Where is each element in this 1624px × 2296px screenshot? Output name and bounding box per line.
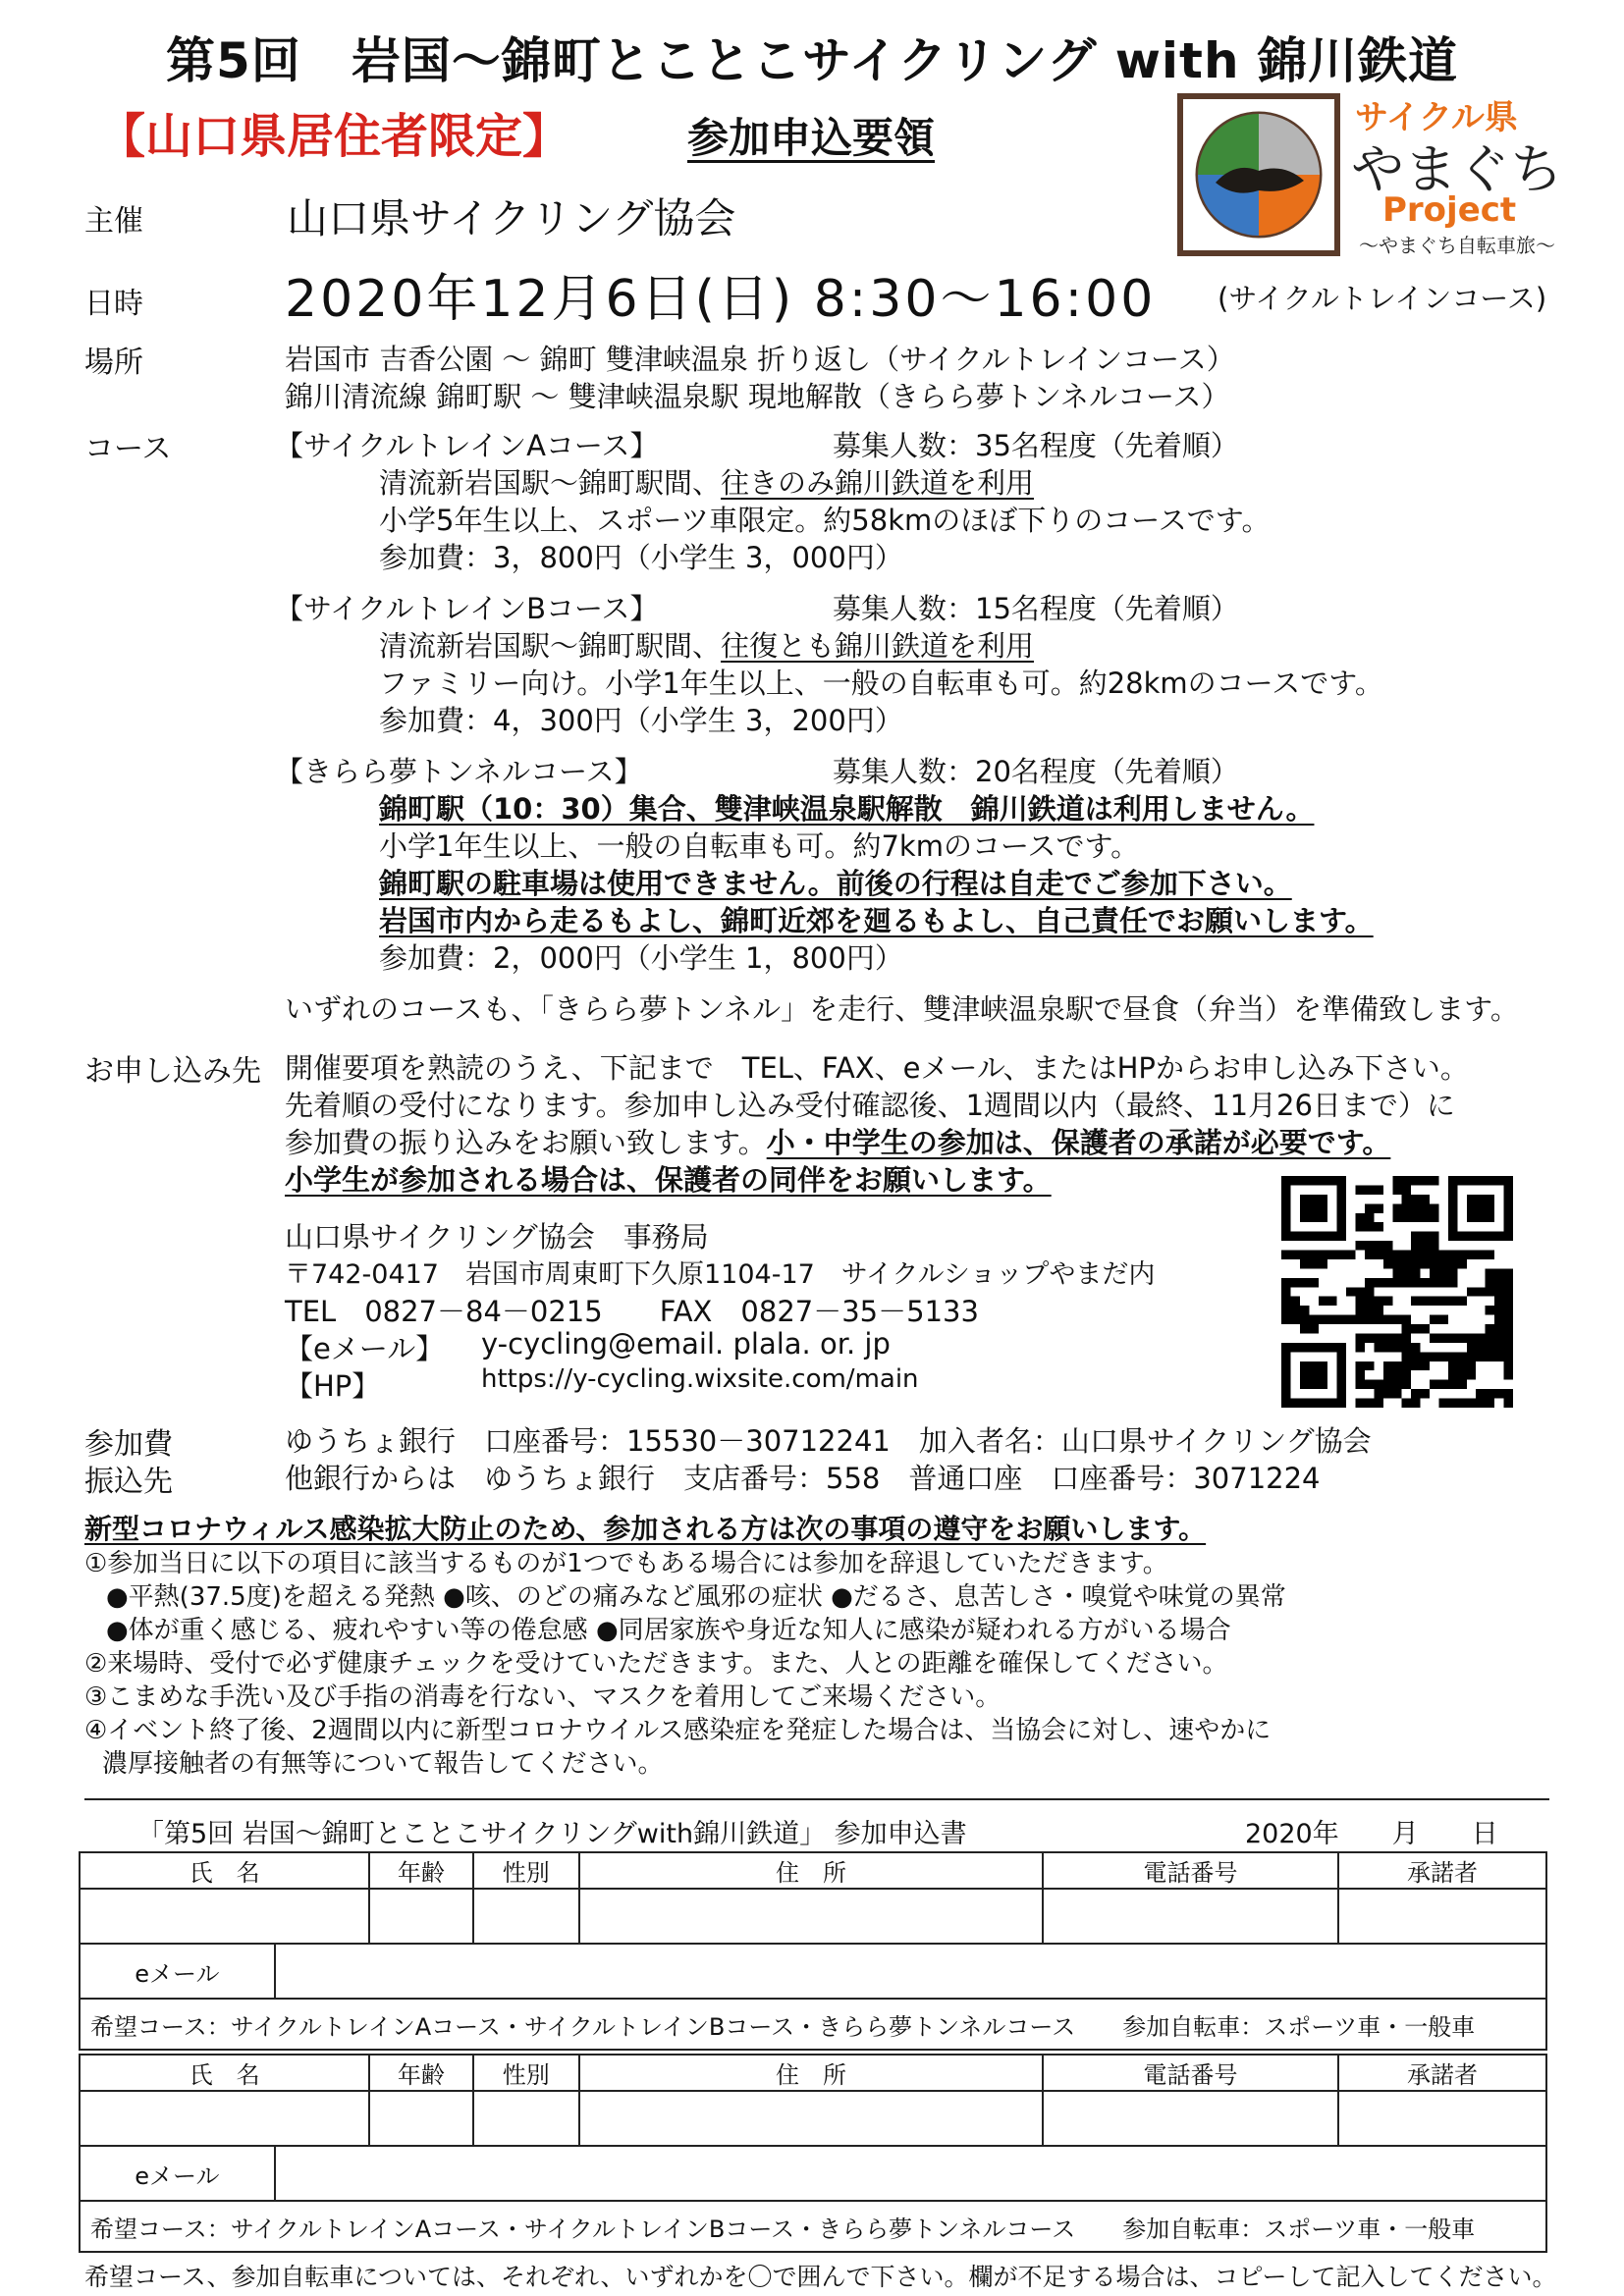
header-address: 住 所 <box>579 1852 1043 1889</box>
header-consent: 承諾者 <box>1338 1852 1546 1889</box>
header-name: 氏 名 <box>80 1852 369 1889</box>
consent-field[interactable] <box>1338 2091 1546 2146</box>
apply-label: お申し込み先 <box>84 1054 261 1089</box>
sex-field[interactable] <box>473 2091 579 2146</box>
course-b-name: 【サイクルトレインBコース】 <box>275 592 659 625</box>
application-form-table-2 <box>79 2054 1547 2253</box>
header-consent: 承諾者 <box>1338 2055 1546 2091</box>
course-c-line-1: 錦町駅（10：30）集合、雙津峡温泉駅解散 錦川鉄道は利用しません。 <box>379 792 1315 826</box>
sex-field[interactable] <box>473 1889 579 1944</box>
consent-field[interactable] <box>1338 1889 1546 1944</box>
apply-line-1: 開催要項を熟読のうえ、下記まで TEL、FAX、eメール、またはHPからお申し込み下さい。 <box>285 1051 1469 1085</box>
course-choice-row[interactable]: 希望コース：サイクルトレインAコース・サイクルトレインBコース・きらら夢トンネルコース 参加自転車：スポーツ車・一般車 <box>80 2201 1546 2252</box>
header-phone: 電話番号 <box>1043 1852 1338 1889</box>
course-a-name: 【サイクルトレインAコース】 <box>275 429 659 462</box>
restriction-label: 【山口県居住者限定】 <box>98 109 570 164</box>
hp-label: 【HP】 <box>285 1369 381 1403</box>
email-field[interactable] <box>275 1944 1546 1999</box>
covid-item-4b: 濃厚接触者の有無等について報告してください。 <box>102 1749 664 1779</box>
email-field[interactable] <box>275 2146 1546 2201</box>
form-date: 2020年 月 日 <box>1245 1819 1498 1849</box>
payment-line-2: 他銀行からは ゆうちょ銀行 支店番号：558 普通口座 口座番号：3071224 <box>285 1462 1321 1495</box>
logo-text-1: サイクル県 <box>1355 98 1518 137</box>
email-address[interactable]: y-cycling@email. plala. or. jp <box>481 1327 891 1361</box>
organizer-value: 山口県サイクリング協会 <box>287 194 736 242</box>
age-field[interactable] <box>369 2091 472 2146</box>
address-field[interactable] <box>579 1889 1043 1944</box>
place-line-1: 岩国市 吉香公園 ～ 錦町 雙津峡温泉 折り返し（サイクルトレインコース） <box>285 343 1235 376</box>
course-c-line-3: 錦町駅の駐車場は使用できません。前後の行程は自走でご参加下さい。 <box>379 867 1292 900</box>
covid-item-1b: ●体が重く感じる、疲れやすい等の倦怠感 ●同居家族や身近な知人に感染が疑われる方がいる場合 <box>106 1616 1231 1645</box>
course-common-note: いずれのコースも、「きらら夢トンネル」を走行、雙津峡温泉駅で昼食（弁当）を準備致します。 <box>285 992 1519 1026</box>
name-field[interactable] <box>80 2091 369 2146</box>
office-address: 〒742-0417 岩国市周東町下久原1104-17 サイクルショップやまだ内 <box>285 1259 1156 1290</box>
form-title: 「第5回 岩国～錦町とことこサイクリングwith錦川鉄道」 参加申込書 <box>137 1819 967 1849</box>
covid-item-1: ①参加当日に以下の項目に該当するものが1つでもある場合には参加を辞退していただきます。 <box>84 1549 1168 1578</box>
payment-line-1: ゆうちょ銀行 口座番号：15530－30712241 加入者名：山口県サイクリング協会 <box>285 1424 1372 1458</box>
course-a-fee: 参加費：3，800円（小学生 3，000円） <box>379 541 903 574</box>
course-a-capacity: 募集人数：35名程度（先着順） <box>833 429 1239 462</box>
datetime-note: (サイクルトレインコース) <box>1218 282 1547 315</box>
course-c-fee: 参加費：2，000円（小学生 1，800円） <box>379 941 903 975</box>
hp-url-link[interactable]: https://y-cycling.wixsite.com/main <box>481 1364 919 1394</box>
organizer-label: 主催 <box>84 204 143 239</box>
phone-field[interactable] <box>1043 1889 1338 1944</box>
application-form-table-1 <box>79 1851 1547 2051</box>
header-name: 氏 名 <box>80 2055 369 2091</box>
header-phone: 電話番号 <box>1043 2055 1338 2091</box>
datetime-label: 日時 <box>84 287 143 321</box>
course-a-line-2: 小学5年生以上、スポーツ車限定。約58kmのほぼ下りのコースです。 <box>379 504 1271 537</box>
logo-text-4: ～やまぐち自転車旅～ <box>1359 234 1555 257</box>
office-name: 山口県サイクリング協会 事務局 <box>285 1220 709 1254</box>
course-b-fee: 参加費：4，300円（小学生 3，200円） <box>379 704 903 737</box>
email-field-label: eメール <box>80 2146 275 2201</box>
logo-text-2: やまぐち <box>1351 138 1563 200</box>
covid-heading: 新型コロナウィルス感染拡大防止のため、参加される方は次の事項の遵守をお願いします。 <box>84 1513 1207 1545</box>
course-c-name: 【きらら夢トンネルコース】 <box>275 755 643 788</box>
age-field[interactable] <box>369 1889 472 1944</box>
course-b-line-1: 清流新岩国駅～錦町駅間、往復とも錦川鉄道を利用 <box>379 629 1035 663</box>
page-title: 第5回 岩国～錦町とことこサイクリング with 錦川鉄道 <box>166 32 1458 89</box>
course-c-line-4: 岩国市内から走るもよし、錦町近郊を廻るもよし、自己責任でお願いします。 <box>379 904 1374 937</box>
course-choice-row[interactable]: 希望コース：サイクルトレインAコース・サイクルトレインBコース・きらら夢トンネルコース 参加自転車：スポーツ車・一般車 <box>80 1999 1546 2050</box>
header-sex: 性別 <box>473 2055 579 2091</box>
covid-item-2: ②来場時、受付で必ず健康チェックを受けていただきます。また、人との距離を確保してください。 <box>84 1649 1228 1679</box>
qr-code-icon[interactable] <box>1281 1176 1513 1408</box>
payment-label-2: 振込先 <box>84 1465 173 1499</box>
office-phone-fax: TEL 0827－84－0215 FAX 0827－35－5133 <box>285 1295 979 1328</box>
course-b-line-2: ファミリー向け。小学1年生以上、一般の自転車も可。約28kmのコースです。 <box>379 667 1383 700</box>
header-address: 住 所 <box>579 2055 1043 2091</box>
cycle-yamaguchi-logo <box>1176 92 1589 257</box>
course-c-line-2: 小学1年生以上、一般の自転車も可。約7kmのコースです。 <box>379 829 1140 863</box>
phone-field[interactable] <box>1043 2091 1338 2146</box>
course-c-capacity: 募集人数：20名程度（先着順） <box>833 755 1239 788</box>
datetime-value: 2020年12月6日(日) 8:30～16:00 <box>285 270 1157 329</box>
doc-type-heading: 参加申込要領 <box>687 114 936 162</box>
course-b-capacity: 募集人数：15名程度（先着順） <box>833 592 1239 625</box>
place-line-2: 錦川清流線 錦町駅 ～ 雙津峡温泉駅 現地解散（きらら夢トンネルコース） <box>285 380 1230 413</box>
course-a-line-1: 清流新岩国駅～錦町駅間、往きのみ錦川鉄道を利用 <box>379 466 1035 500</box>
apply-line-3: 参加費の振り込みをお願い致します。小・中学生の参加は、保護者の承諾が必要です。 <box>285 1126 1391 1159</box>
logo-text-3: Project <box>1382 190 1517 230</box>
covid-item-3: ③こまめな手洗い及び手指の消毒を行ない、マスクを着用してご来場ください。 <box>84 1682 1001 1712</box>
form-footnote: 希望コース、参加自転車については、それぞれ、いずれかを〇で囲んで下さい。欄が不足する場合は、コピーして記入してください。 <box>84 2263 1557 2291</box>
covid-item-4: ④イベント終了後、2週間以内に新型コロナウイルス感染症を発症した場合は、当協会に対し、速やかに <box>84 1716 1272 1745</box>
section-divider <box>84 1798 1549 1800</box>
header-age: 年齢 <box>369 1852 472 1889</box>
payment-label-1: 参加費 <box>84 1427 173 1462</box>
email-field-label: eメール <box>80 1944 275 1999</box>
header-age: 年齢 <box>369 2055 472 2091</box>
address-field[interactable] <box>579 2091 1043 2146</box>
email-label: 【eメール】 <box>285 1332 445 1365</box>
course-label: コース <box>84 432 172 466</box>
apply-line-2: 先着順の受付になります。参加申し込み受付確認後、1週間以内（最終、11月26日まで）に <box>285 1089 1455 1122</box>
name-field[interactable] <box>80 1889 369 1944</box>
logo-emblem-icon <box>1176 92 1341 257</box>
header-sex: 性別 <box>473 1852 579 1889</box>
place-label: 場所 <box>84 346 143 380</box>
apply-line-4: 小学生が参加される場合は、保護者の同伴をお願いします。 <box>285 1163 1052 1197</box>
covid-item-1a: ●平熱(37.5度)を超える発熱 ●咳、のどの痛みなど風邪の症状 ●だるさ、息苦しさ・嗅覚や味覚の異常 <box>106 1582 1286 1612</box>
